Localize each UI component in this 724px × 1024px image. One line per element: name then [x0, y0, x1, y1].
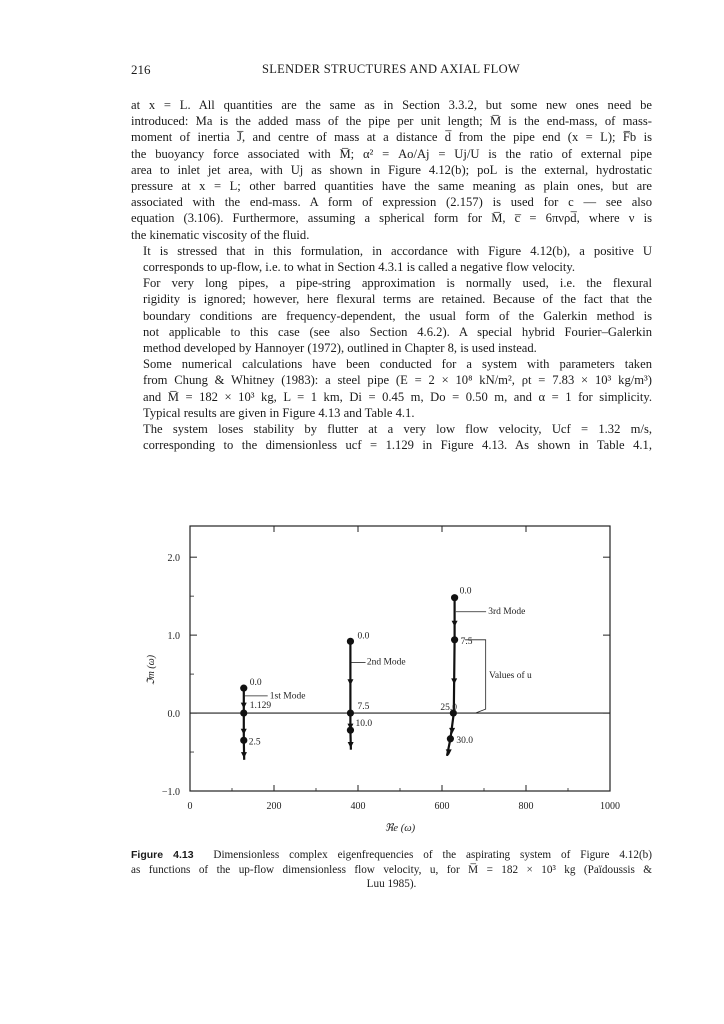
text-line: area to inlet jet area, with Uj as shown in Figure 4.12(b); poL is the external, hydrostatic [131, 162, 652, 177]
x-tick-label: 400 [350, 801, 366, 812]
text-line: rigidity is ignored; however, here flexural terms are retained. Because of the fact that the [143, 292, 652, 307]
data-point [347, 638, 354, 645]
text-line: not applicable to this case (see also Section 4.6.2). A special hybrid Fourier–Galerkin [143, 324, 652, 339]
point-label: 0.0 [459, 586, 472, 597]
paragraph-3 [131, 275, 652, 356]
body-text [131, 97, 652, 453]
data-point [240, 709, 247, 716]
point-label: 10.0 [355, 719, 373, 730]
data-point [347, 727, 354, 734]
text-line: For very long pipes, a pipe-string approximation is normally used, i.e. the flexural [143, 276, 652, 291]
direction-arrow [452, 621, 458, 627]
caption-line-1: Dimensionless complex eigenfrequencies of the aspirating system of Figure 4.12(b) [213, 849, 652, 861]
mode-3-label: 3rd Mode [488, 607, 526, 618]
y-axis-label: ℑm (ω) [146, 654, 157, 686]
x-tick-label: 200 [266, 801, 282, 812]
x-tick-label: 0 [187, 801, 193, 812]
values-of-u-label: Values of u [489, 670, 532, 681]
direction-arrow [348, 742, 354, 748]
point-label: 0.0 [357, 631, 370, 642]
caption-line-2: as functions of the up-flow dimensionless flow velocity, u, for M̅ = 182 × 10³ kg (Païdoussis & [131, 863, 652, 876]
direction-arrow [241, 703, 247, 709]
text-line: The system loses stability by flutter at a very low flow velocity, Ucf = 1.32 m/s, [143, 422, 652, 437]
x-axis-label: ℜe (ω) [384, 823, 416, 834]
values-bracket [465, 640, 486, 713]
direction-arrow [347, 679, 353, 685]
caption-line-3: Luu 1985). [366, 878, 417, 890]
data-point [347, 709, 354, 716]
figure-4-13 [140, 510, 640, 840]
y-tick-label: 0.0 [167, 709, 180, 721]
y-tick-label: 1.0 [167, 631, 180, 643]
point-label: 30.0 [456, 735, 474, 746]
point-label: 7.5 [460, 636, 473, 647]
data-point [451, 594, 458, 601]
point-label: 1.129 [249, 701, 272, 712]
text-line: at x = L. All quantities are the same as in Section 3.3.2, but some new ones need be [131, 98, 652, 112]
x-tick-label: 800 [518, 801, 534, 812]
page-number: 216 [131, 62, 151, 77]
text-line: boundary conditions are frequency-dependent, the usual form of the Galerkin method is [143, 308, 652, 323]
paragraph-1 [131, 97, 652, 243]
text-line: It is stressed that in this formulation, in accordance with Figure 4.12(b), a positive U [143, 243, 652, 258]
text-line: method developed by Hannoyer (1972), outlined in Chapter 8, is used instead. [143, 341, 537, 356]
text-line: corresponds to up-flow, i.e. to what in Section 4.3.1 is called a negative flow velocity. [143, 260, 576, 275]
data-point [451, 636, 458, 643]
text-line: from Chung & Whitney (1983): a steel pipe (E = 2 × 10⁸ kN/m², ρt = 7.83 × 10³ kg/m³) [143, 373, 652, 388]
text-line: the buoyancy force associated with M̅; α² = Ao/Aj = Uj/U is the ratio of external pipe [131, 146, 652, 161]
direction-arrow [449, 728, 455, 734]
mode-1-label: 1st Mode [269, 691, 306, 702]
text-line: corresponding to the dimensionless ucf = 1.129 in Figure 4.13. As shown in Table 4.1, [143, 438, 652, 453]
direction-arrow [451, 678, 457, 684]
direction-arrow [241, 729, 247, 735]
running-head: SLENDER STRUCTURES AND AXIAL FLOW [261, 62, 521, 76]
x-tick-label: 600 [434, 801, 450, 812]
eigenfrequency-chart [140, 510, 640, 840]
y-tick-label: 2.0 [167, 553, 180, 565]
data-point [447, 735, 454, 742]
data-point [240, 685, 247, 692]
figure-caption [131, 848, 652, 892]
point-label: 25.0 [440, 703, 457, 714]
text-line: Some numerical calculations have been conducted for a system with parameters taken [143, 357, 652, 372]
page-header [131, 62, 651, 82]
text-line: and M̅ = 182 × 10³ kg, L = 1 km, Di = 0.45 m, Do = 0.50 m, and α = 1 for simplicity. [143, 389, 652, 404]
text-line: the kinematic viscosity of the fluid. [131, 227, 310, 242]
paragraph-4 [131, 356, 652, 421]
text-line: introduced: Ma is the added mass of the pipe per unit length; M̅ is the end-mass, of mass- [131, 114, 652, 129]
mode-2-label: 2nd Mode [366, 657, 406, 668]
text-line: Typical results are given in Figure 4.13 and Table 4.1. [143, 405, 415, 420]
paragraph-5 [131, 421, 652, 453]
paragraph-2 [131, 243, 652, 275]
y-tick-label: −1.0 [161, 787, 180, 798]
caption-label: Figure 4.13 [131, 849, 194, 861]
data-point [240, 737, 247, 744]
text-line: moment of inertia J̅, and centre of mass at a distance d̅ from the pipe end (x = L); F̅b is [131, 130, 652, 145]
text-line: pressure at x = L; other barred quantities have the same meaning as plain ones, but are [131, 179, 652, 194]
text-line: associated with the end-mass. A form of expression (2.157) is used for c — see also [131, 195, 652, 210]
point-label: 0.0 [249, 678, 262, 689]
point-label: 7.5 [357, 702, 370, 713]
text-line: equation (3.106). Furthermore, assuming a spherical form for M̅, c̅ = 6πνρd̅, where ν is [131, 211, 652, 226]
x-tick-label: 1000 [600, 801, 620, 812]
direction-arrow [241, 752, 247, 758]
point-label: 2.5 [248, 737, 261, 748]
